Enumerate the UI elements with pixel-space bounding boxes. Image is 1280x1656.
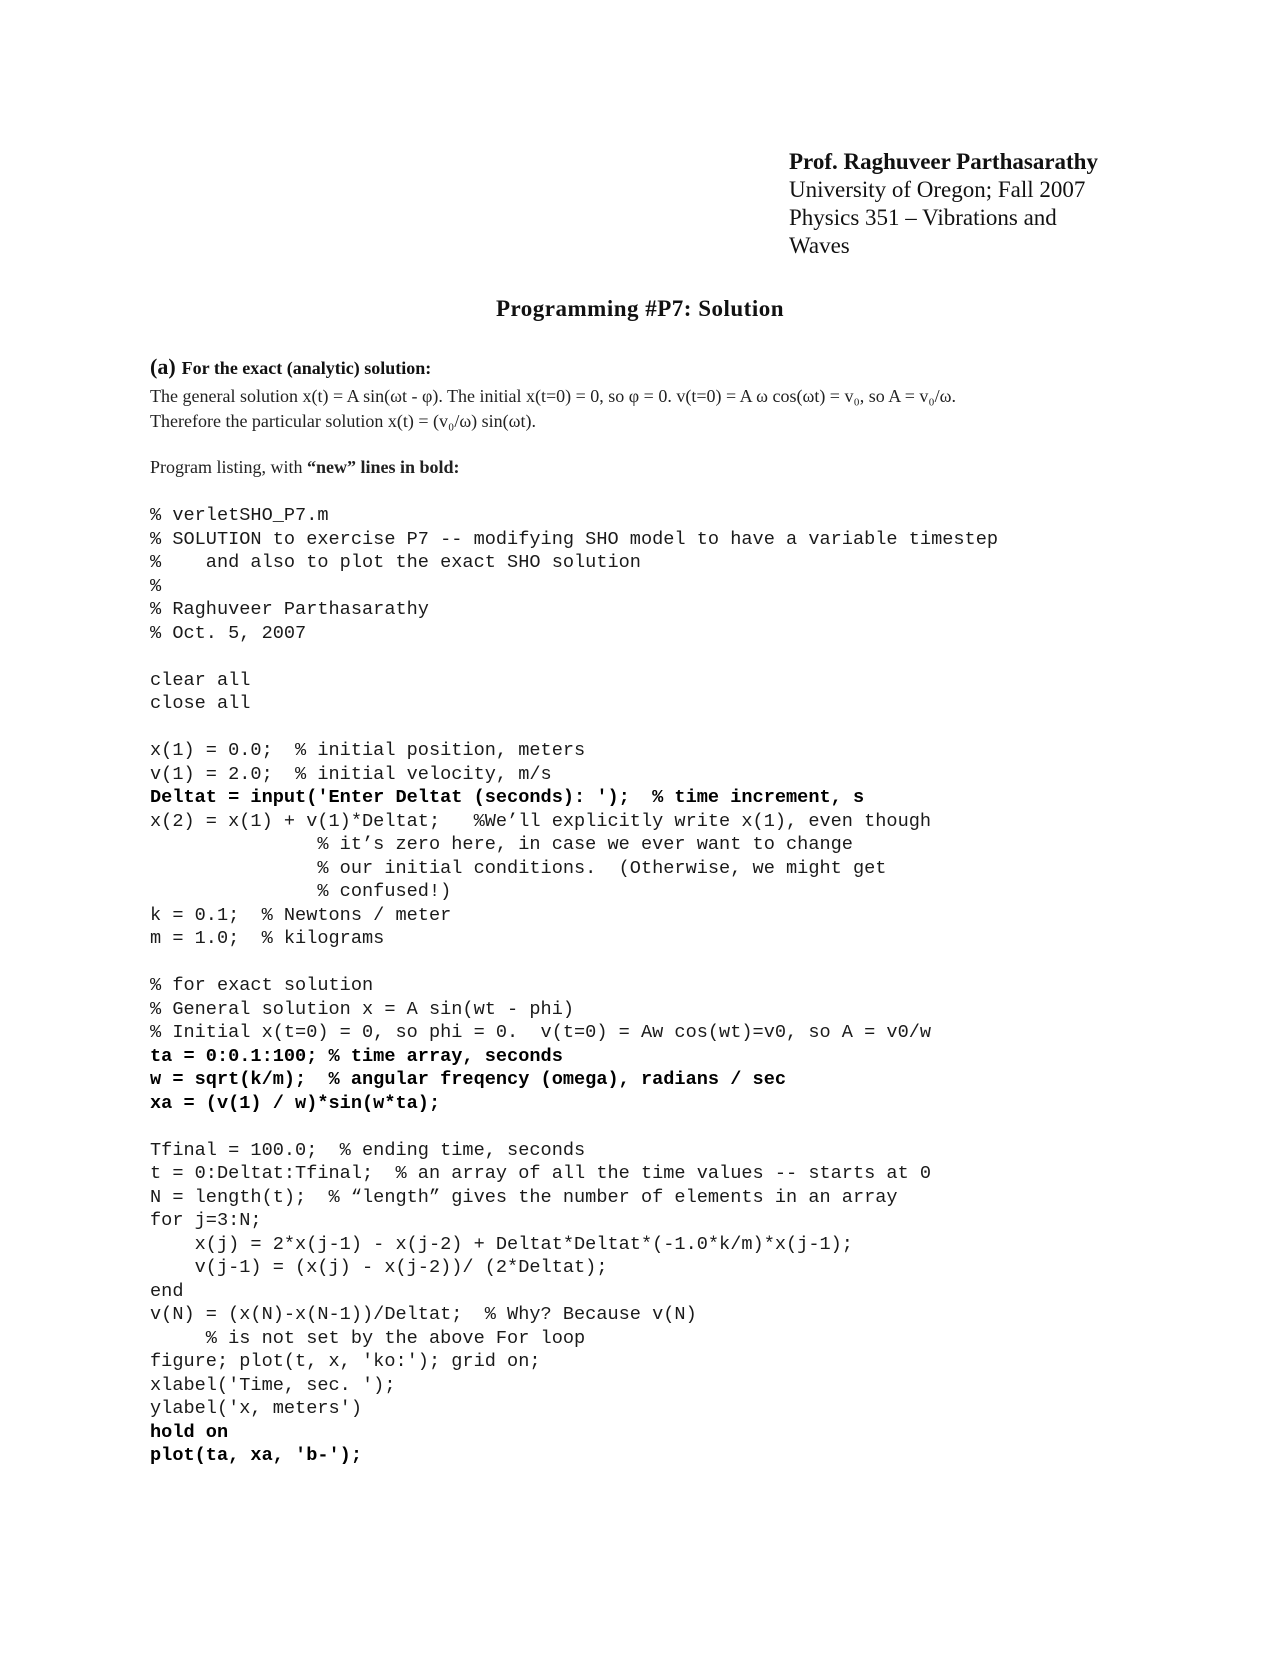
author-header — [789, 148, 1149, 260]
code-line: % SOLUTION to exercise P7 -- modifying SHO model to have a variable timestep — [150, 528, 999, 550]
listing-intro — [150, 456, 460, 478]
solution-line-1: The general solution x(t) = A sin(ωt - φ). The initial x(t=0) = 0, so φ = 0. v(t=0) = A ω cos(ωt) = v₀, so A = v₀/ω. — [150, 386, 957, 406]
code-line: % Oct. 5, 2007 — [150, 622, 307, 644]
code-line: for j=3:N; — [150, 1210, 262, 1231]
code-line: Deltat = input('Enter Deltat (seconds): '); % time increment, s — [150, 787, 865, 808]
affiliation: University of Oregon; Fall 2007 — [789, 177, 1086, 202]
code-line: hold on — [150, 1421, 229, 1443]
code-line: % — [150, 575, 162, 597]
code-line: xa = (v(1) / w)*sin(w*ta); — [150, 1092, 441, 1114]
code-line: Tfinal = 100.0; % ending time, seconds — [150, 1139, 586, 1161]
section-label: (a) — [150, 354, 176, 379]
section-a-heading — [150, 354, 431, 380]
code-line: % General solution x = A sin(wt - phi) — [150, 998, 575, 1020]
code-line: close all — [150, 693, 251, 714]
listing-intro-prefix: Program listing, with — [150, 457, 307, 477]
code-line: x(j) = 2*x(j-1) - x(j-2) + Deltat*Deltat*(-1.0*k/m)*x(j-1); — [150, 1233, 853, 1255]
code-line: t = 0:Deltat:Tfinal; % an array of all the time values -- starts at 0 — [150, 1163, 932, 1184]
code-line: v(1) = 2.0; % initial velocity, m/s — [150, 763, 552, 785]
code-line — [150, 716, 998, 740]
page-title: Programming #P7: Solution — [495, 296, 785, 321]
code-line: m = 1.0; % kilograms — [150, 928, 385, 949]
code-line: clear all — [150, 669, 251, 691]
code-line: % Initial x(t=0) = 0, so phi = 0. v(t=0) = Aw cos(wt)=v0, so A = v0/w — [150, 1022, 932, 1043]
code-line: % for exact solution — [150, 975, 374, 996]
listing-intro-bold: “new” lines in bold: — [307, 457, 460, 477]
code-line: N = length(t); % “length” gives the number of elements in an array — [150, 1186, 898, 1208]
code-listing — [150, 504, 998, 1468]
code-line: k = 0.1; % Newtons / meter — [150, 904, 452, 926]
code-line: % it’s zero here, in case we ever want to change — [150, 834, 853, 855]
code-line — [150, 1115, 998, 1139]
code-line: x(2) = x(1) + v(1)*Deltat; %We’ll explicitly write x(1), even though — [150, 810, 932, 832]
course-line-2: Waves — [789, 233, 850, 258]
code-line: plot(ta, xa, 'b-'); — [150, 1445, 363, 1466]
code-line: % our initial conditions. (Otherwise, we might get — [150, 857, 887, 879]
author-name: Prof. Raghuveer Parthasarathy — [789, 149, 1098, 174]
code-line: ylabel('x, meters') — [150, 1398, 363, 1419]
code-line: % confused!) — [150, 881, 452, 902]
code-line: % is not set by the above For loop — [150, 1327, 586, 1349]
code-line: end — [150, 1280, 184, 1302]
code-line: % Raghuveer Parthasarathy — [150, 599, 429, 620]
code-line: % verletSHO_P7.m — [150, 505, 329, 526]
code-line: v(j-1) = (x(j) - x(j-2))/ (2*Deltat); — [150, 1257, 608, 1278]
code-line: v(N) = (x(N)-x(N-1))/Deltat; % Why? Because v(N) — [150, 1304, 697, 1325]
code-line: x(1) = 0.0; % initial position, meters — [150, 740, 586, 761]
code-line — [150, 645, 998, 669]
code-line — [150, 951, 998, 975]
code-line: figure; plot(t, x, 'ko:'); grid on; — [150, 1351, 541, 1372]
code-line: ta = 0:0.1:100; % time array, seconds — [150, 1045, 563, 1067]
section-heading-text: For the exact (analytic) solution: — [181, 358, 432, 378]
solution-line-2: Therefore the particular solution x(t) = (v₀/ω) sin(ωt). — [150, 411, 536, 431]
code-line: xlabel('Time, sec. '); — [150, 1374, 396, 1396]
code-line: % and also to plot the exact SHO solution — [150, 552, 641, 573]
code-line: w = sqrt(k/m); % angular freqency (omega), radians / sec — [150, 1069, 787, 1090]
course-line-1: Physics 351 – Vibrations and — [789, 205, 1057, 230]
